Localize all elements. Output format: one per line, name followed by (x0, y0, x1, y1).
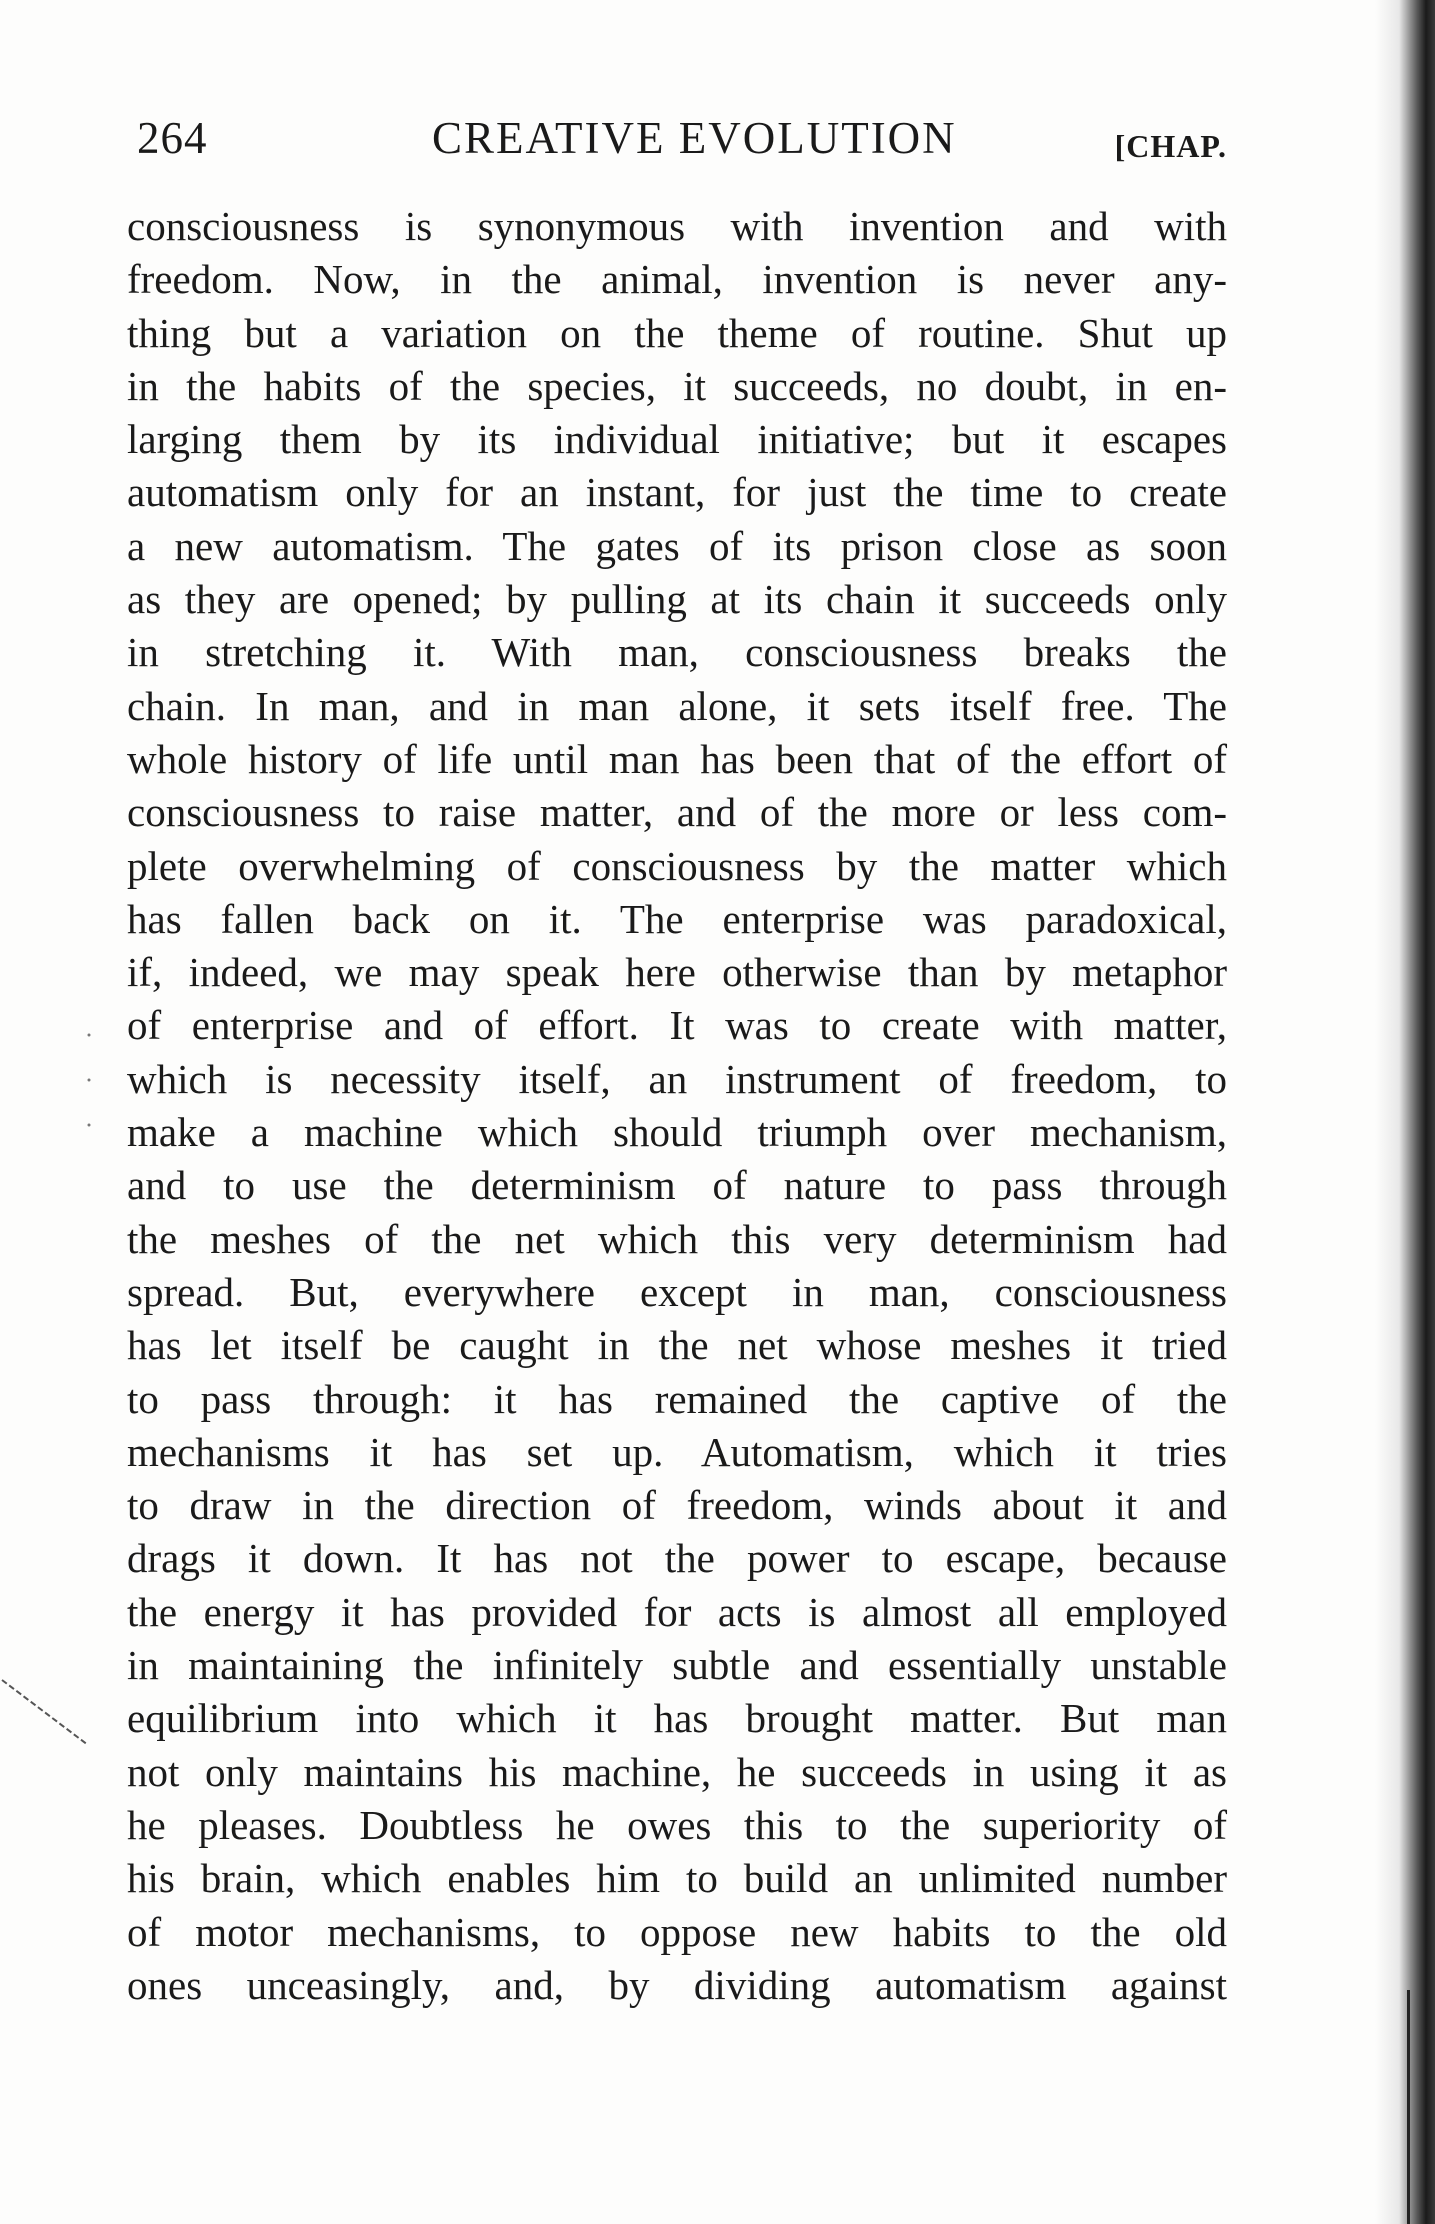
chapter-mark: [CHAP. (1114, 128, 1227, 164)
text-line: in the habits of the species, it succeeds, no doubt, in en- (127, 362, 1227, 409)
text-line: he pleases. Doubtless he owes this to the superiority of (127, 1801, 1227, 1848)
text-line: to draw in the direction of freedom, winds about it and (127, 1482, 1227, 1529)
page-number: 264 (137, 113, 208, 163)
text-line: make a machine which should triumph over mechanism, (127, 1109, 1227, 1156)
text-line: freedom. Now, in the animal, invention is never any- (127, 256, 1227, 303)
text-line: of enterprise and of effort. It was to create with matter, (127, 1002, 1227, 1049)
text-line: spread. But, everywhere except in man, consciousness (127, 1268, 1227, 1315)
page-header (137, 108, 1227, 168)
running-title: CREATIVE EVOLUTION (432, 113, 957, 163)
text-line: not only maintains his machine, he succeeds in using it as (127, 1748, 1227, 1795)
text-line: has fallen back on it. The enterprise was paradoxical, (127, 895, 1227, 942)
text-line: in stretching it. With man, consciousness breaks the (127, 629, 1227, 676)
text-line: automatism only for an instant, for just the time to create (127, 469, 1227, 516)
text-line: and to use the determinism of nature to pass through (127, 1162, 1227, 1209)
text-line: drags it down. It has not the power to escape, because (127, 1535, 1227, 1582)
text-line: consciousness is synonymous with invention and with (127, 203, 1227, 249)
binding-line (1407, 1990, 1410, 2224)
text-line: which is necessity itself, an instrument of freedom, to (127, 1055, 1227, 1102)
text-line: equilibrium into which it has brought matter. But man (127, 1695, 1227, 1742)
text-line: plete overwhelming of consciousness by the matter which (127, 842, 1227, 889)
margin-pencil-mark (0, 1675, 95, 1755)
text-line: mechanisms it has set up. Automatism, which it tries (127, 1428, 1227, 1475)
text-line: the energy it has provided for acts is almost all employed (127, 1588, 1227, 1635)
text-line: in maintaining the infinitely subtle and essentially unstable (127, 1642, 1227, 1689)
text-line: as they are opened; by pulling at its chain it succeeds only (127, 576, 1227, 623)
text-line: consciousness to raise matter, and of the more or less com- (127, 789, 1227, 836)
text-line: thing but a variation on the theme of routine. Shut up (127, 309, 1227, 356)
text-line: chain. In man, and in man alone, it sets itself free. The (127, 682, 1227, 729)
text-line: has let itself be caught in the net whose meshes it tried (127, 1322, 1227, 1369)
text-line: to pass through: it has remained the captive of the (127, 1375, 1227, 1422)
text-line: of motor mechanisms, to oppose new habits to the old (127, 1908, 1227, 1955)
text-line: a new automatism. The gates of its prison close as soon (127, 522, 1227, 569)
body-text (127, 200, 1227, 2012)
text-line: if, indeed, we may speak here otherwise than by metaphor (127, 949, 1227, 996)
text-line: larging them by its individual initiative; but it escapes (127, 416, 1227, 463)
text-line: ones unceasingly, and, by dividing automatism against (127, 1961, 1227, 2008)
margin-dots (86, 1030, 92, 1130)
text-line: whole history of life until man has been that of the effort of (127, 735, 1227, 782)
text-line: his brain, which enables him to build an unlimited number (127, 1855, 1227, 1902)
binding-edge (1375, 0, 1435, 2224)
text-line: the meshes of the net which this very determinism had (127, 1215, 1227, 1262)
